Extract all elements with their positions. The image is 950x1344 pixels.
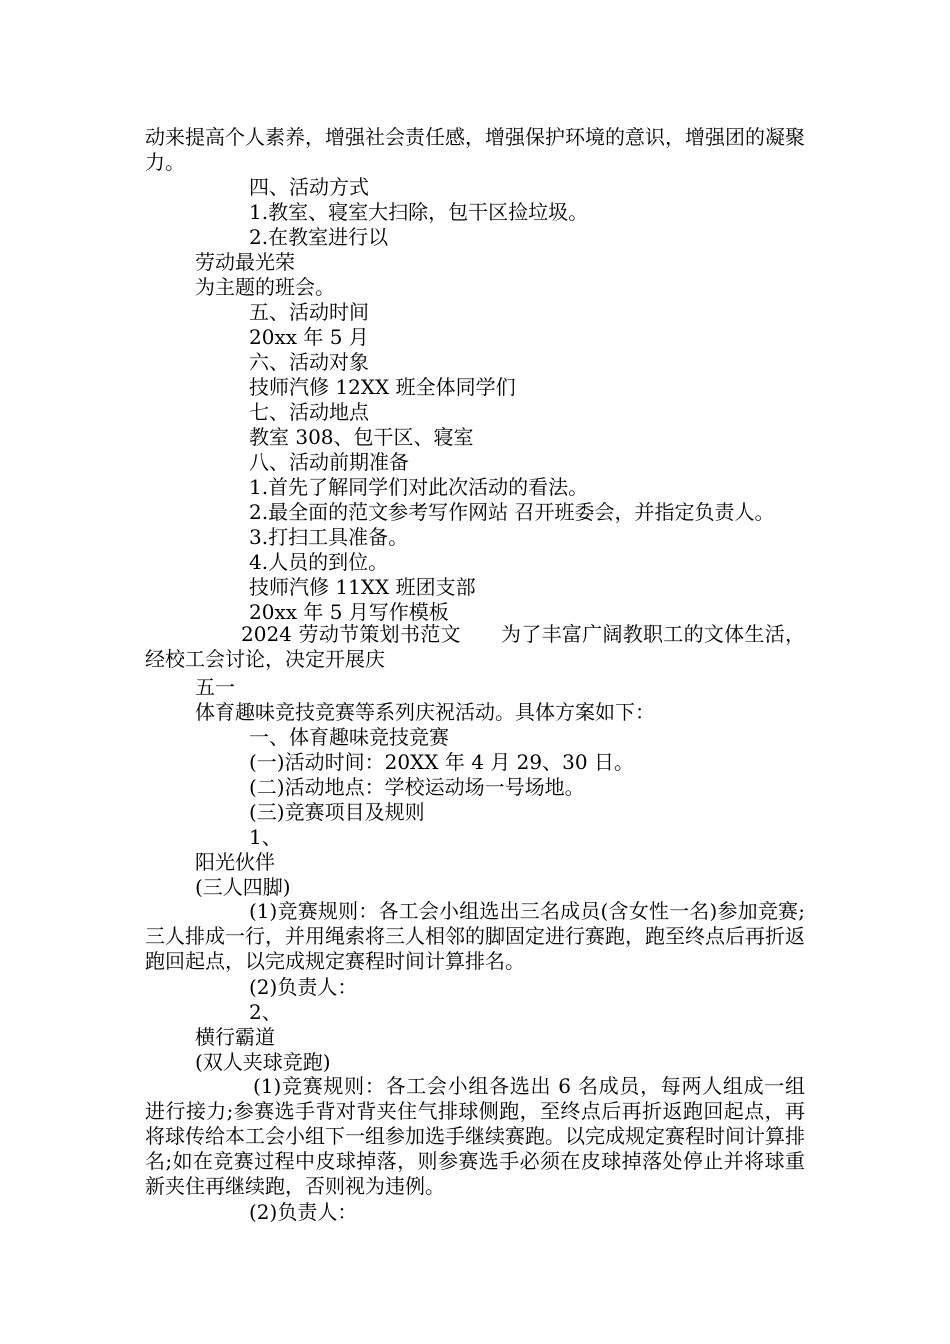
game-2-number: 2、	[249, 1000, 282, 1024]
paragraph-intro: 动来提高个人素养，增强社会责任感，增强保护环境的意识，增强团的凝聚力。	[145, 125, 805, 174]
section-5-title: 五、活动时间	[249, 300, 369, 324]
game-1-name: 阳光伙伴	[195, 850, 275, 874]
section-8-title: 八、活动前期准备	[249, 450, 409, 474]
section-8-item-1: 1.首先了解同学们对此次活动的看法。	[249, 475, 589, 499]
section-4-item-2: 2.在教室进行以	[249, 225, 389, 249]
game-2-subtitle: (双人夹球竞跑)	[195, 1050, 331, 1074]
section-4-meeting: 为主题的班会。	[195, 275, 335, 299]
section-8-item-2: 2.最全面的范文参考写作网站 召开班委会，并指定负责人。	[249, 500, 775, 524]
game-2-lead: (2)负责人：	[249, 1200, 358, 1224]
section-4-item-1: 1.教室、寝室大扫除，包干区捡垃圾。	[249, 200, 589, 224]
wuyi-label: 五一	[195, 675, 235, 699]
section-4-theme: 劳动最光荣	[195, 250, 295, 274]
section-8-item-3: 3.打扫工具准备。	[249, 525, 409, 549]
game-1-number: 1、	[249, 825, 282, 849]
section-6-value: 技师汽修 12XX 班全体同学们	[249, 375, 516, 399]
contest-place: (二)活动地点：学校运动场一号场地。	[249, 775, 585, 799]
section-4-title: 四、活动方式	[249, 175, 369, 199]
section-8-item-4: 4.人员的到位。	[249, 550, 389, 574]
contest-title: 一、体育趣味竞技竞赛	[249, 725, 449, 749]
game-1-rule: (1)竞赛规则：各工会小组选出三名成员(含女性一名)参加竞赛;三人排成一行，并用绳索将三人相邻的脚固定进行赛跑，跑至终点后再折返跑回起点，以完成规定赛程时间计算排名。	[145, 899, 805, 973]
signature-date: 20xx 年 5 月写作模板	[249, 600, 449, 624]
game-2-rule: (1)竞赛规则：各工会小组各选出 6 名成员，每两人组成一组进行接力;参赛选手背对背夹住气排球侧跑，至终点后再折返跑回起点，再将球传给本工会小组下一组参加选手继续赛跑。以完成规定赛程时间计算排名;如在竞赛过程中皮球掉落，则参赛选手必须在皮球掉落处停止并将球重新夹住再继续跑，否则视为违例。	[145, 1074, 805, 1198]
article-intro-text: 为了丰富广阔教职工的文体生活，经校工会讨论，决定开展庆	[145, 622, 805, 671]
signature-org: 技师汽修 11XX 班团支部	[249, 575, 476, 599]
section-7-value: 教室 308、包干区、寝室	[249, 425, 474, 449]
article-title: 2024 劳动节策划书范文	[241, 622, 461, 646]
second-article-intro	[145, 622, 805, 672]
game-1-lead: (2)负责人：	[249, 975, 358, 999]
contest-time: (一)活动时间：20XX 年 4 月 29、30 日。	[249, 750, 634, 774]
game-2-name: 横行霸道	[195, 1025, 275, 1049]
contest-items-heading: (三)竞赛项目及规则	[249, 800, 425, 824]
section-5-value: 20xx 年 5 月	[249, 325, 369, 349]
intro-continued: 体育趣味竞技竞赛等系列庆祝活动。具体方案如下：	[195, 700, 655, 724]
section-7-title: 七、活动地点	[249, 400, 369, 424]
section-6-title: 六、活动对象	[249, 350, 369, 374]
game-1-subtitle: (三人四脚)	[195, 875, 291, 899]
